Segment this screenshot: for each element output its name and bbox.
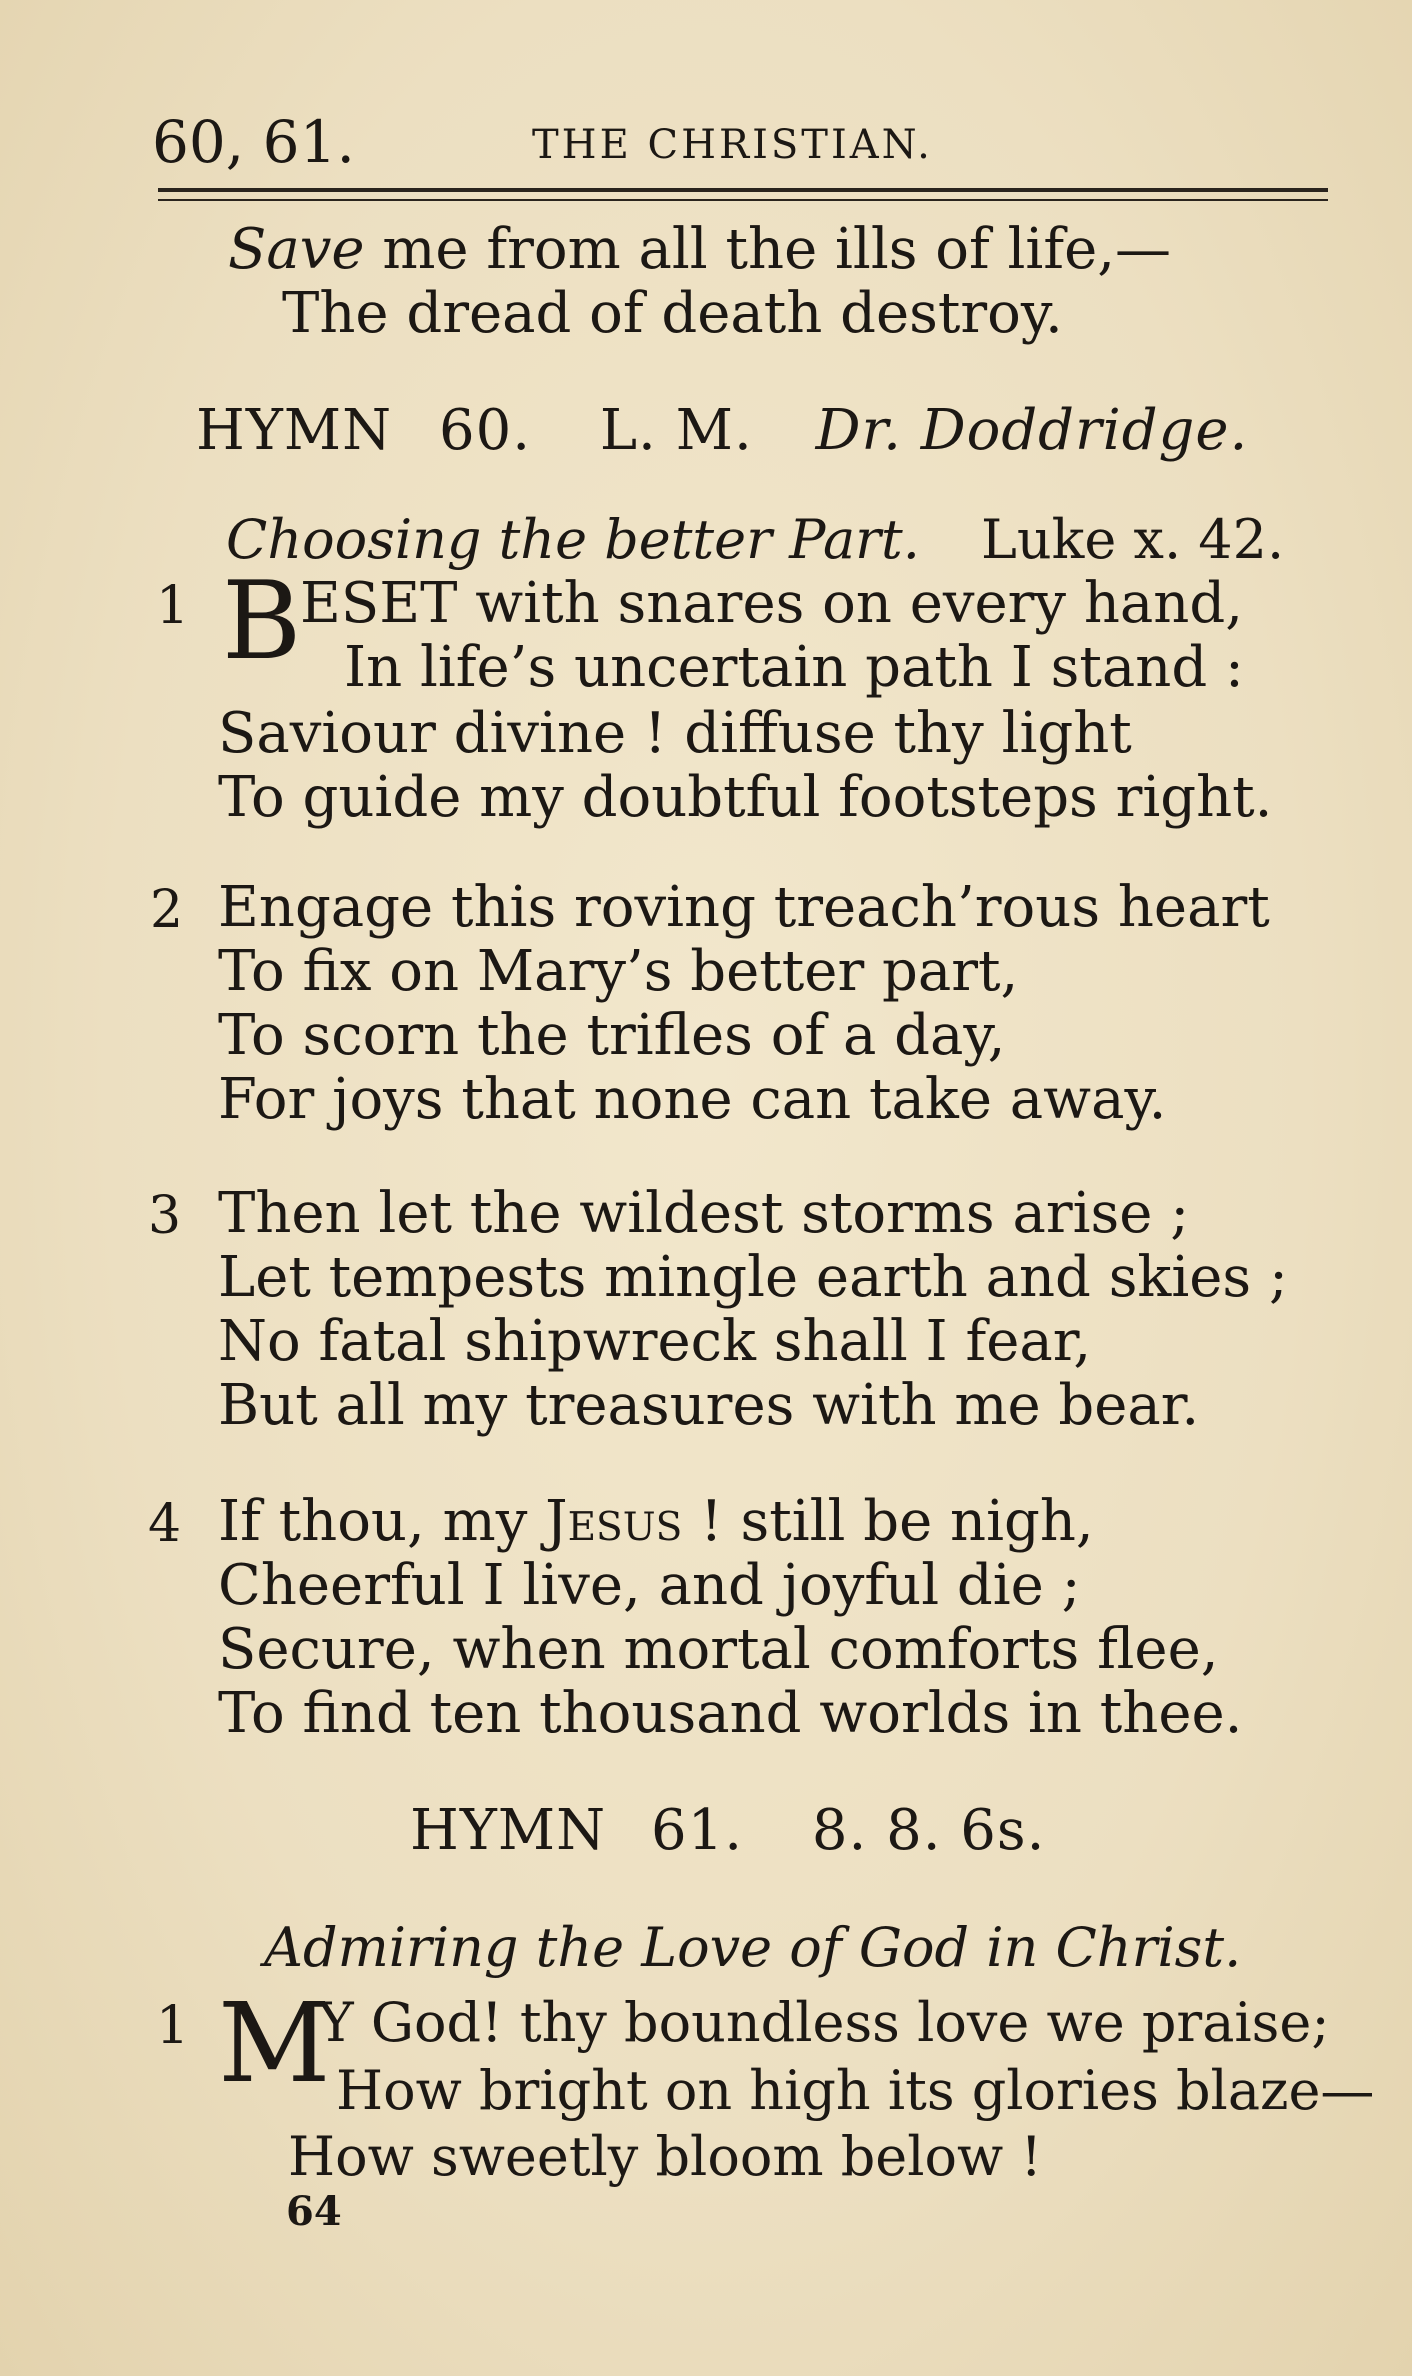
- stanza-number: 4: [148, 1494, 182, 1554]
- prev-hymn-line-1: Save me from all the ills of life,—: [228, 217, 1172, 282]
- drop-cap: M: [218, 1979, 331, 2107]
- hymn-61-subtitle: Admiring the Love of God in Christ.: [264, 1916, 1242, 1979]
- verse-line: To fix on Mary’s better part,: [218, 939, 1019, 1004]
- stanza-number: 2: [150, 880, 184, 940]
- verse-line: Let tempests mingle earth and skies ;: [218, 1245, 1288, 1310]
- signature-mark: 64: [286, 2188, 342, 2235]
- verse-line: How bright on high its glories blaze—: [336, 2059, 1375, 2122]
- drop-cap: B: [222, 559, 302, 684]
- running-title: THE CHRISTIAN.: [532, 122, 933, 168]
- hymn-60-heading: HYMN 60. L. M. Dr. Doddridge.: [196, 398, 1249, 463]
- verse-line: How sweetly bloom below !: [288, 2125, 1043, 2188]
- page-numbers: 60, 61.: [152, 108, 355, 176]
- verse-line: Y God! thy boundless love we praise;: [318, 1991, 1330, 2054]
- verse-line: To scorn the trifles of a day,: [218, 1003, 1006, 1068]
- hymn-60-subtitle: Choosing the better Part. Luke x. 42.: [226, 508, 1285, 571]
- prev-hymn-line-2: The dread of death destroy.: [282, 281, 1063, 346]
- verse-line: Then let the wildest storms arise ;: [218, 1181, 1190, 1246]
- verse-line: Cheerful I live, and joyful die ;: [218, 1553, 1081, 1618]
- verse-line: But all my treasures with me bear.: [218, 1373, 1200, 1438]
- verse-line: Saviour divine ! diffuse thy light: [218, 701, 1132, 766]
- verse-line: ESET with snares on every hand,: [300, 571, 1244, 636]
- verse-line: In life’s uncertain path I stand :: [344, 635, 1244, 700]
- stanza-number: 1: [156, 1996, 190, 2056]
- verse-line: To find ten thousand worlds in thee.: [218, 1681, 1243, 1746]
- verse-line: Secure, when mortal comforts flee,: [218, 1617, 1219, 1682]
- verse-line: If thou, my Jesus ! still be nigh,: [218, 1489, 1094, 1554]
- header-rule-thick: [158, 188, 1328, 192]
- hymn-61-heading: HYMN 61. 8. 8. 6s.: [410, 1798, 1046, 1863]
- verse-line: Engage this roving treach’rous heart: [218, 875, 1270, 940]
- stanza-number: 3: [148, 1186, 182, 1246]
- verse-line: To guide my doubtful footsteps right.: [218, 765, 1273, 830]
- stanza-number: 1: [156, 576, 190, 636]
- header-rule-thin: [158, 199, 1328, 201]
- verse-line: No fatal shipwreck shall I fear,: [218, 1309, 1092, 1374]
- verse-line: For joys that none can take away.: [218, 1067, 1167, 1132]
